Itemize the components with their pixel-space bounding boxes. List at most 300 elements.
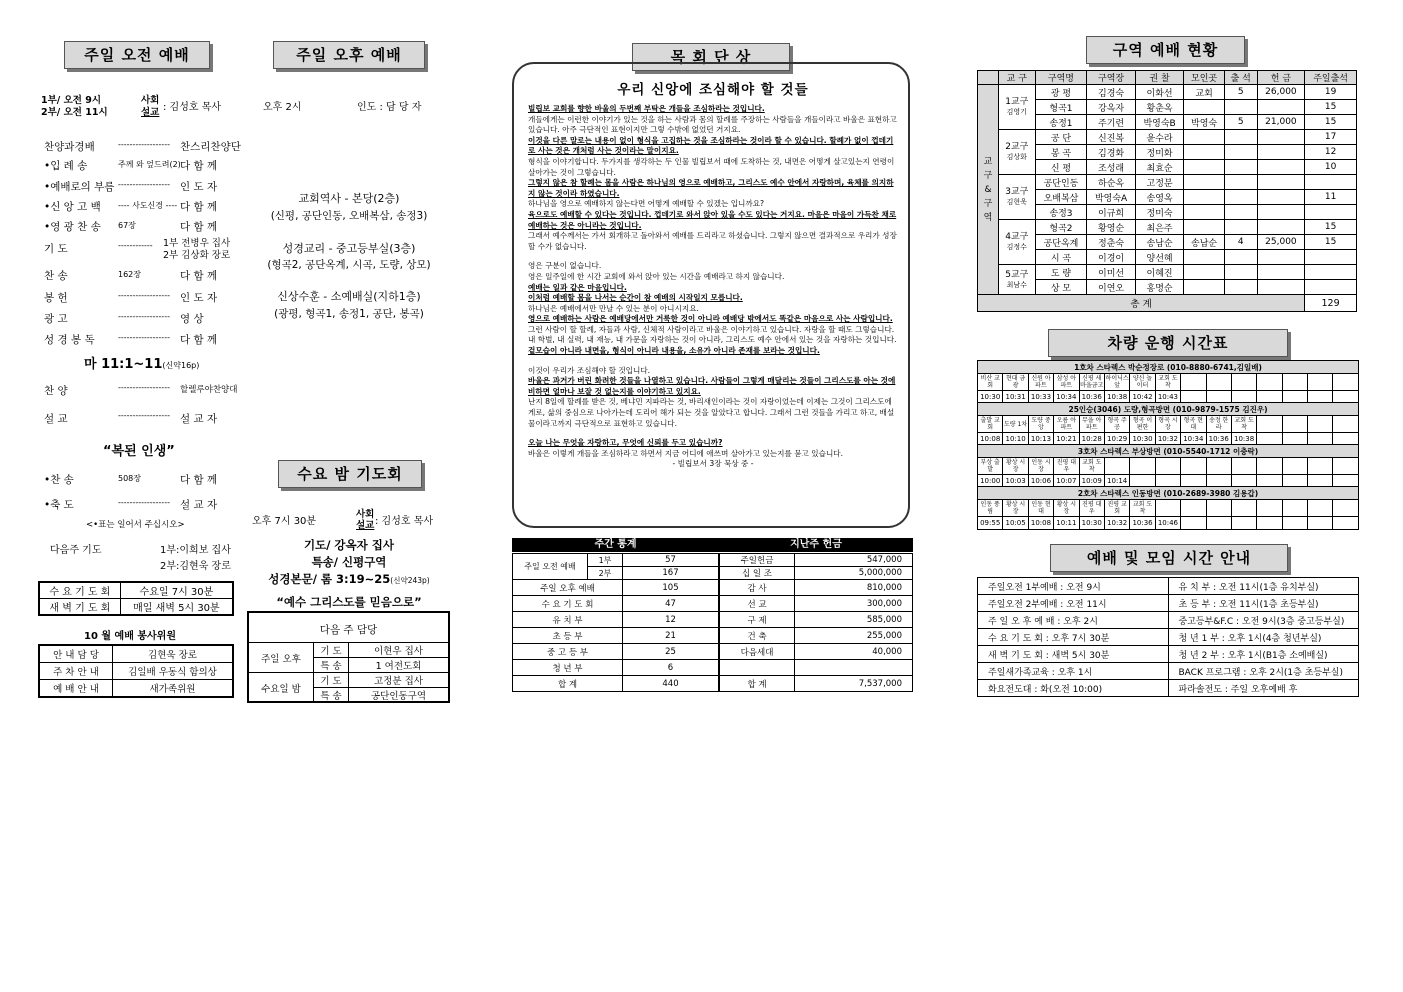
district-row — [978, 175, 1357, 190]
district-group-name: 3교구 — [1005, 187, 1029, 197]
district-row — [978, 205, 1357, 220]
order-detail: ------------------ — [118, 312, 170, 321]
district-group — [999, 85, 1036, 130]
district-cell: 4 — [1224, 235, 1257, 250]
order-leader: 다 함 께 — [180, 474, 218, 486]
stats-value: 21 — [623, 628, 719, 644]
bus-time: 10:03 — [1003, 475, 1028, 488]
bus-stop-empty — [1130, 458, 1155, 475]
column-paragraph: 이것을 다른 말로는 내용이 없이 형식을 고집하는 것을 조심하라는 것이라 할 수 있습니다. 할례가 없이 껍데기로 사는 것은 개처럼 사는 것이라는 말이지요. — [528, 135, 894, 156]
afternoon-group-head: 신상수훈 - 소예배실(지하1층) — [277, 290, 421, 303]
bus-time: 10:42 — [1130, 391, 1155, 404]
order-leader: 다 함 께 — [180, 201, 218, 213]
district-cell: 송정1 — [1035, 115, 1087, 130]
bus-stop-empty — [1104, 458, 1129, 475]
bus-stop-empty — [1155, 458, 1180, 475]
offering-row — [720, 580, 913, 596]
meeting-info: 수 요 기 도 회 : 오후 7시 30분 — [978, 629, 1169, 646]
bus-stop: 황상 시장 — [1003, 500, 1028, 517]
district-cell: 김경화 — [1087, 145, 1135, 160]
volunteer-name: 김현욱 장로 — [113, 645, 234, 663]
bus-stop: 교회 도착 — [1155, 374, 1180, 391]
afternoon-group-head: 교회역사 - 본당(2층) — [298, 192, 400, 205]
bus-time: 10:00 — [978, 475, 1003, 488]
bus-time: 10:36 — [1206, 433, 1231, 446]
offering-label: 합 계 — [720, 676, 795, 692]
district-cell: 오배복삼 — [1035, 190, 1087, 205]
district-cell — [1184, 220, 1224, 235]
meeting-info: 중고등부&F.C : 오전 9시(3층 중고등부실) — [1168, 612, 1359, 629]
stats-value: 440 — [623, 676, 719, 692]
bus-route-header: 2호차 스타렉스 인동방면 (010-2689-3980 김용갑) — [978, 487, 1359, 500]
district-cell: 주기련 — [1087, 115, 1135, 130]
column-paragraph: 겉모습이 아니라 내면을, 형식이 아니라 내용을, 소유가 아니라 존재를 보라는 것입니다. — [528, 346, 820, 356]
bus-stop-empty — [1333, 500, 1359, 517]
bus-stop-empty — [1308, 458, 1333, 475]
district-row — [978, 220, 1357, 235]
column-paragraph: 영으로 예배하는 사람은 예배당에서만 거룩한 것이 아니라 예배당 밖에서도 똑같은 마음으로 사는 사람입니다. — [528, 314, 893, 324]
bus-time: 10:36 — [1130, 517, 1155, 530]
district-cell — [1257, 160, 1305, 175]
meeting-info: 초 등 부 : 오전 11시(1층 초등부실) — [1168, 595, 1359, 612]
bus-time: 10:06 — [1028, 475, 1053, 488]
district-cell — [1184, 280, 1224, 295]
order-name: 성 경 봉 독 — [44, 334, 95, 346]
stats-label: 초 등 부 — [513, 628, 623, 644]
district-cell — [1224, 130, 1257, 145]
bus-stop: 인동 현대 — [1028, 500, 1053, 517]
bus-route-table — [977, 486, 1359, 530]
offering-row — [720, 567, 913, 580]
bus-time-empty — [1333, 517, 1359, 530]
district-cell — [1224, 220, 1257, 235]
bus-time: 10:32 — [1104, 517, 1129, 530]
bus-route-table — [977, 444, 1359, 488]
district-total-label: 총 계 — [978, 295, 1305, 312]
afternoon-leader: 인도 : 담 당 자 — [357, 102, 422, 113]
district-cell — [1305, 205, 1357, 220]
district-cell — [1224, 265, 1257, 280]
next-week-table — [249, 642, 448, 702]
district-group-name: 4교구 — [1005, 232, 1029, 242]
stats-label: 청 년 부 — [513, 660, 623, 676]
bus-stop: 신원 아파트 — [1028, 374, 1053, 391]
sermon-dots: ------------------ — [118, 411, 170, 420]
district-cell: 15 — [1305, 220, 1357, 235]
meeting-info: 청 년 2 부 : 오후 1시(B1층 소예배실) — [1168, 646, 1359, 663]
district-cell — [1257, 175, 1305, 190]
district-cell: 교회 — [1184, 85, 1224, 100]
bus-time: 10:30 — [1130, 433, 1155, 446]
district-group — [999, 265, 1036, 295]
volunteer-title: 10 월 예배 봉사위원 — [84, 631, 176, 642]
afternoon-service-title: 주일 오후 예배 — [273, 41, 425, 69]
bus-route-table — [977, 402, 1359, 446]
district-cell: 조성래 — [1087, 160, 1135, 175]
bus-stop: 형곡 현대 — [1181, 416, 1206, 433]
bus-time: 10:08 — [978, 433, 1003, 446]
next-prayer-2: 2부:김현욱 장로 — [160, 561, 231, 572]
pastor-column-title: 목 회 단 상 — [632, 43, 790, 71]
district-cell — [1184, 250, 1224, 265]
district-cell — [1184, 175, 1224, 190]
bus-stop: 교회 도착 — [1079, 458, 1104, 475]
offering-amount: 547,000 — [795, 554, 913, 567]
district-cell: 공단옥계 — [1035, 235, 1087, 250]
district-cell: 19 — [1305, 85, 1357, 100]
order-name: •축 도 — [44, 499, 74, 511]
next-role: 기 도 — [314, 643, 349, 658]
column-paragraph: 이처럼 예배할 몸을 나서는 순간이 참 예배의 시작일지 모릅니다. — [528, 293, 743, 303]
district-group-leader: 최남수 — [1006, 280, 1027, 289]
district-header-cell: 주일출석 — [1305, 71, 1357, 85]
wednesday-sermon-title: “예수 그리스도를 믿음으로” — [276, 595, 422, 609]
bus-time: 10:38 — [1231, 433, 1256, 446]
bus-stop-empty — [1333, 416, 1359, 433]
order-name: •신 앙 고 백 — [44, 201, 101, 213]
service-time-1: 1부/ 오전 9시 — [41, 95, 102, 106]
column-paragraph: 오늘 나는 무엇을 자랑하고, 무엇에 신뢰를 두고 있습니까? — [528, 438, 723, 448]
district-cell: 신 평 — [1035, 160, 1087, 175]
district-cell — [1305, 280, 1357, 295]
bus-time-empty — [1308, 517, 1333, 530]
wednesday-prayer: 기도/ 강옥자 집사 — [304, 538, 394, 552]
bus-time: 10:38 — [1104, 391, 1129, 404]
bus-stop: 삼성 아파트 — [1054, 374, 1079, 391]
bus-stop: 무을 아파트 — [1079, 416, 1104, 433]
district-group-name: 1교구 — [1005, 97, 1029, 107]
next-role: 특 송 — [314, 658, 349, 673]
district-row — [978, 190, 1357, 205]
district-group-leader: 김상화 — [1006, 153, 1027, 161]
district-header-cell: 출 석 — [1224, 71, 1257, 85]
order-leader: 설 교 자 — [180, 499, 218, 511]
district-cell: 형곡2 — [1035, 220, 1087, 235]
bus-stop: 교회 도착 — [1231, 416, 1256, 433]
bus-stop-empty — [1282, 458, 1307, 475]
bus-time-empty — [1206, 517, 1231, 530]
bus-stop-empty — [1257, 458, 1282, 475]
district-cell: 하순옥 — [1087, 175, 1135, 190]
afternoon-time: 오후 2시 — [263, 102, 302, 113]
pastor-column-heading: 우리 신앙에 조심해야 할 것들 — [617, 82, 809, 98]
offering-label: 다음세대 — [720, 644, 795, 660]
meeting-info: 주일오전 2부예배 : 오전 11시 — [978, 595, 1169, 612]
bus-stop: 출발 교회 — [978, 416, 1003, 433]
bus-stop-empty — [1308, 374, 1333, 391]
stats-row — [513, 628, 719, 644]
bus-stop: 인동 풍림 — [978, 500, 1003, 517]
district-cell: 10 — [1305, 160, 1357, 175]
district-cell — [1257, 130, 1305, 145]
district-cell: 신진복 — [1087, 130, 1135, 145]
meeting-info: 유 치 부 : 오전 11시(1층 유치부실) — [1168, 578, 1359, 595]
bus-time: 10:09 — [1079, 475, 1104, 488]
district-header-cell: 헌 금 — [1257, 71, 1305, 85]
meeting-row — [978, 595, 1359, 612]
bus-stop-empty — [1257, 500, 1282, 517]
praise-name: 찬 양 — [44, 385, 68, 397]
order-detail: ------------------ — [118, 498, 170, 507]
column-paragraph: 영은 일주일에 한 시간 교회에 와서 앉아 있는 시간을 예배라고 하지 않습니다. — [528, 271, 785, 281]
district-cell: 11 — [1305, 190, 1357, 205]
meeting-row — [978, 663, 1359, 680]
next-person: 고정분 집사 — [349, 673, 449, 688]
bus-stop-empty — [1206, 374, 1231, 391]
district-header-cell: 권 찰 — [1135, 71, 1184, 85]
bus-stop: 오름 아파트 — [1054, 416, 1079, 433]
bus-stop-empty — [1282, 416, 1307, 433]
meeting-info: 주일오전 1부예배 : 오전 9시 — [978, 578, 1169, 595]
bus-stop-empty — [1181, 458, 1206, 475]
stats-row — [513, 580, 719, 596]
afternoon-group-head: 성경교리 - 중고등부실(3층) — [282, 242, 416, 255]
order-detail: 67장 — [118, 221, 136, 230]
offering-amount: 585,000 — [795, 612, 913, 628]
wednesday-time: 오후 7시 30분 — [252, 516, 317, 527]
bus-stop-empty — [1333, 458, 1359, 475]
column-paragraph: 그래서 예수께서는 가서 회개하고 돌아와서 예배를 드리라고 하셨습니다. 그렇지 않으면 결과적으로 우리가 성장할 수가 없습니다. — [528, 231, 897, 251]
bus-time: 10:28 — [1079, 433, 1104, 446]
district-cell: 15 — [1305, 115, 1357, 130]
bus-stop: 형곡 시장 — [1155, 416, 1180, 433]
district-cell: 이미선 — [1087, 265, 1135, 280]
district-cell: 5 — [1224, 85, 1257, 100]
district-cell — [1257, 205, 1305, 220]
afternoon-group-sub: (형곡2, 공단옥계, 시곡, 도량, 상모) — [267, 259, 431, 271]
district-cell — [1257, 220, 1305, 235]
order-name: 찬양과경배 — [44, 141, 95, 153]
bus-time: 09:55 — [978, 517, 1003, 530]
stats-label: 합 계 — [513, 676, 623, 692]
district-cell — [1184, 145, 1224, 160]
district-cell — [1224, 160, 1257, 175]
offering-label: 선 교 — [720, 596, 795, 612]
district-cell — [1224, 145, 1257, 160]
praise-who: 할렐루야찬양대 — [180, 385, 238, 395]
offering-label: 주일헌금 — [720, 554, 795, 567]
order-leader: 찬스리찬양단 — [180, 141, 241, 153]
district-cell — [1257, 190, 1305, 205]
district-side-header — [978, 71, 999, 85]
bus-stops-row — [978, 500, 1359, 517]
district-cell: 박영숙 — [1184, 115, 1224, 130]
bus-stop: 인동 시장 — [1028, 458, 1053, 475]
district-row — [978, 160, 1357, 175]
offering-table — [719, 553, 913, 692]
order-name: 기 도 — [44, 243, 68, 255]
order-leader: 영 상 — [180, 313, 204, 325]
stats-value: 57 — [623, 554, 719, 567]
meeting-row — [978, 680, 1359, 697]
next-role: 특 송 — [314, 688, 349, 703]
offering-row — [720, 596, 913, 612]
district-cell — [1184, 265, 1224, 280]
bus-stop: 교회 도착 — [1130, 500, 1155, 517]
district-row — [978, 85, 1357, 100]
stats-label: 수 요 기 도 회 — [513, 596, 623, 612]
bus-stop: 진평 대우 — [1054, 458, 1079, 475]
bus-time: 10:34 — [1054, 391, 1079, 404]
column-paragraph: 개들에게는 이런한 이야기가 있는 것을 하는 사람과 몸의 할례를 주장하는 사람들을 개들이라고 바울은 표현하고 있습니다. 아주 극단적인 표현이지만 그렇 수밖에 없었던 거지요. — [528, 114, 897, 135]
district-cell: 15 — [1305, 235, 1357, 250]
column-paragraph: 영은 구분이 없습니다. — [528, 261, 602, 271]
bus-time-empty — [1231, 517, 1256, 530]
order-name: 찬 송 — [44, 270, 68, 282]
stats-row — [513, 660, 719, 676]
bus-time: 10:31 — [1003, 391, 1028, 404]
district-cell: 최은주 — [1135, 220, 1184, 235]
column-paragraph: 하나님을 영으로 예배하지 않는다면 어떻게 예배할 수 있겠는 입니까요? — [528, 199, 765, 209]
bus-title: 차량 운행 시간표 — [1048, 329, 1288, 357]
stats-value: 167 — [623, 567, 719, 580]
stats-label: 주일 오후 예배 — [513, 580, 623, 596]
column-paragraph: 난지 8일에 할례를 받은 것, 베냐민 지파라는 것, 바리새인이라는 것이 자랑이었는데 이제는 그것이 그리스도에게로, 삶의 중심으로 나아가는데 도리어 해가 되는 것을 알았다고 합니다. 그래서 그런 것들을 가리고 하고, 배설물이라고까지 극단적으로 표현하고 있습니다. — [528, 397, 895, 428]
bus-time-empty — [1282, 517, 1307, 530]
column-paragraph: 육으로도 예배할 수 있다는 것입니다. 껍데기로 와서 앉아 있을 수도 있다는 거지요. 마음은 마음이 가득찬 채로 예배하는 것은 아니라는 것입니다. — [528, 209, 897, 230]
district-cell: 시 곡 — [1035, 250, 1087, 265]
district-cell: 15 — [1305, 100, 1357, 115]
weekly-stats-table — [512, 553, 719, 692]
district-cell: 봉 곡 — [1035, 145, 1087, 160]
order-detail: 508장 — [118, 474, 141, 483]
meeting-info: 청 년 1 부 : 오후 1시(4층 청년부실) — [1168, 629, 1359, 646]
afternoon-group-sub: (신평, 공단인동, 오배복삼, 송정3) — [270, 210, 428, 222]
column-paragraph: 그런 사람이 할 할례, 자들과 사람, 신체적 사람이라고 바울은 이야기하고 있습니다. 자랑을 할 때도 그렇습니다. 내 학벌, 내 실력, 내 재능, 내 가문을 자랑하는 것이 아니라, 그리스도 예수 안에서 있는 것을 자랑하는 것입니다. — [528, 324, 897, 345]
prayer-dots: ------------ — [118, 241, 153, 250]
district-cell: 송남순 — [1184, 235, 1224, 250]
district-cell: 이혜진 — [1135, 265, 1184, 280]
volunteer-role: 안 내 담 당 — [39, 645, 113, 663]
order-leader: 다 함 께 — [180, 160, 218, 172]
bus-stop-empty — [1206, 458, 1231, 475]
bus-time: 10:46 — [1155, 517, 1180, 530]
meeting-row — [978, 612, 1359, 629]
district-cell — [1257, 145, 1305, 160]
meeting-info: 화요전도대 : 화(오전 10:00) — [978, 680, 1169, 697]
column-paragraph: 형식을 이야기합니다. 두가지를 생각하는 두 인물 빌립보서 때에 도착하는 것, 내면은 어떻게 살고있는지 연령이 살아가는 것이 그렇습니다. — [528, 156, 895, 177]
district-total-row — [978, 295, 1357, 312]
district-group-leader: 김정수 — [1006, 243, 1027, 251]
wednesday-scripture — [254, 571, 444, 587]
district-cell — [1184, 190, 1224, 205]
district-cell: 송영옥 — [1135, 190, 1184, 205]
district-header-cell: 구역명 — [1035, 71, 1087, 85]
scripture-note: (신약16p) — [162, 361, 200, 370]
scripture — [84, 353, 199, 372]
bus-time: 10:11 — [1054, 517, 1079, 530]
district-cell: 공단인동 — [1035, 175, 1087, 190]
bus-stop: 부상 출발 — [978, 458, 1003, 475]
bus-stops-row — [978, 458, 1359, 475]
stats-row — [513, 612, 719, 628]
offering-row — [720, 554, 913, 567]
district-cell: 상 모 — [1035, 280, 1087, 295]
column-paragraph: 바울은 과거가 버린 화려한 것들을 나열하고 있습니다. 사람들이 그렇게 매달리는 것들이 그리스도를 아는 것에 비하면 얼마나 보잘 것 없는지를 이야기하고 있지요. — [528, 376, 896, 396]
district-cell: 황춘옥 — [1135, 100, 1184, 115]
afternoon-group-sub: (광평, 형곡1, 송정1, 공단, 봉곡) — [274, 308, 424, 320]
bus-stop-empty — [1257, 416, 1282, 433]
bus-route-table — [977, 360, 1359, 404]
bus-route-header-row — [978, 361, 1359, 374]
district-row — [978, 145, 1357, 160]
bus-time: 10:30 — [1079, 517, 1104, 530]
district-cell: 도 량 — [1035, 265, 1087, 280]
bus-stop-empty — [1231, 458, 1256, 475]
offering-row — [720, 676, 913, 692]
district-group-name: 5교구 — [1005, 269, 1029, 280]
district-row — [978, 115, 1357, 130]
district-row — [978, 100, 1357, 115]
prayer-2: 2부 김상화 장로 — [163, 250, 231, 261]
order-name: 광 고 — [44, 313, 68, 325]
bus-times-row — [978, 517, 1359, 530]
offering-label: 건 축 — [720, 628, 795, 644]
bus-stop: 형곡 이편한 — [1130, 416, 1155, 433]
bus-stop: 도량 중앙 — [1028, 416, 1053, 433]
bus-stop-empty — [1155, 500, 1180, 517]
district-cell: 강옥자 — [1087, 100, 1135, 115]
district-header-cell: 구역장 — [1087, 71, 1135, 85]
district-cell — [1184, 130, 1224, 145]
column-paragraph: 빌립보 교회를 향한 바울의 두번째 부탁은 개들을 조심하라는 것입니다. — [528, 104, 765, 113]
district-cell: 송남순 — [1135, 235, 1184, 250]
district-cell — [1224, 205, 1257, 220]
volunteer-role: 주 차 안 내 — [39, 663, 113, 680]
district-cell: 정미화 — [1135, 145, 1184, 160]
bus-stop: 형곡 주공 — [1104, 416, 1129, 433]
district-group — [999, 175, 1036, 220]
district-cell — [1257, 250, 1305, 265]
order-leader: 다 함 께 — [180, 270, 218, 282]
bus-time: 10:10 — [1003, 433, 1028, 446]
order-detail: ------------------ — [118, 333, 170, 342]
volunteer-table — [38, 644, 234, 698]
district-cell — [1305, 175, 1357, 190]
district-side-text: 교 구 & 구 역 — [983, 156, 993, 223]
wednesday-special: 특송/ 신평구역 — [311, 555, 387, 569]
meeting-info: 주 일 오 후 예 배 : 오후 2시 — [978, 612, 1169, 629]
offering-label: 구 제 — [720, 612, 795, 628]
order-detail: ------------------ — [118, 180, 170, 189]
stats-value: 12 — [623, 612, 719, 628]
bus-time: 10:21 — [1054, 433, 1079, 446]
district-group-leader: 김현욱 — [1006, 198, 1027, 206]
wednesday-host-label: 사회 — [356, 509, 375, 520]
host-label: 사회 — [141, 95, 160, 106]
order-detail: ------------------ — [118, 140, 170, 149]
order-detail: 162장 — [118, 270, 141, 279]
meeting-info: 새 벽 기 도 회 : 새벽 5시 30분 — [978, 646, 1169, 663]
next-person: 1 여전도회 — [349, 658, 449, 673]
bus-stops-row — [978, 416, 1359, 433]
district-header-cell: 교 구 — [999, 71, 1036, 85]
meetings-table — [977, 577, 1359, 697]
district-cell — [1257, 100, 1305, 115]
meeting-info: 주일새가족교육 : 오후 1시 — [978, 663, 1169, 680]
meeting-row — [978, 578, 1359, 595]
district-cell — [1224, 250, 1257, 265]
district-cell: 이경이 — [1087, 250, 1135, 265]
district-cell — [1224, 280, 1257, 295]
bus-stop: 양신 놀이터 — [1130, 374, 1155, 391]
district-group — [999, 130, 1036, 175]
column-paragraph: 예배는 일과 같은 마음입니다. — [528, 282, 627, 292]
district-cell — [1257, 280, 1305, 295]
district-cell: 26,000 — [1257, 85, 1305, 100]
district-cell: 21,000 — [1257, 115, 1305, 130]
bus-time: 10:07 — [1054, 475, 1079, 488]
